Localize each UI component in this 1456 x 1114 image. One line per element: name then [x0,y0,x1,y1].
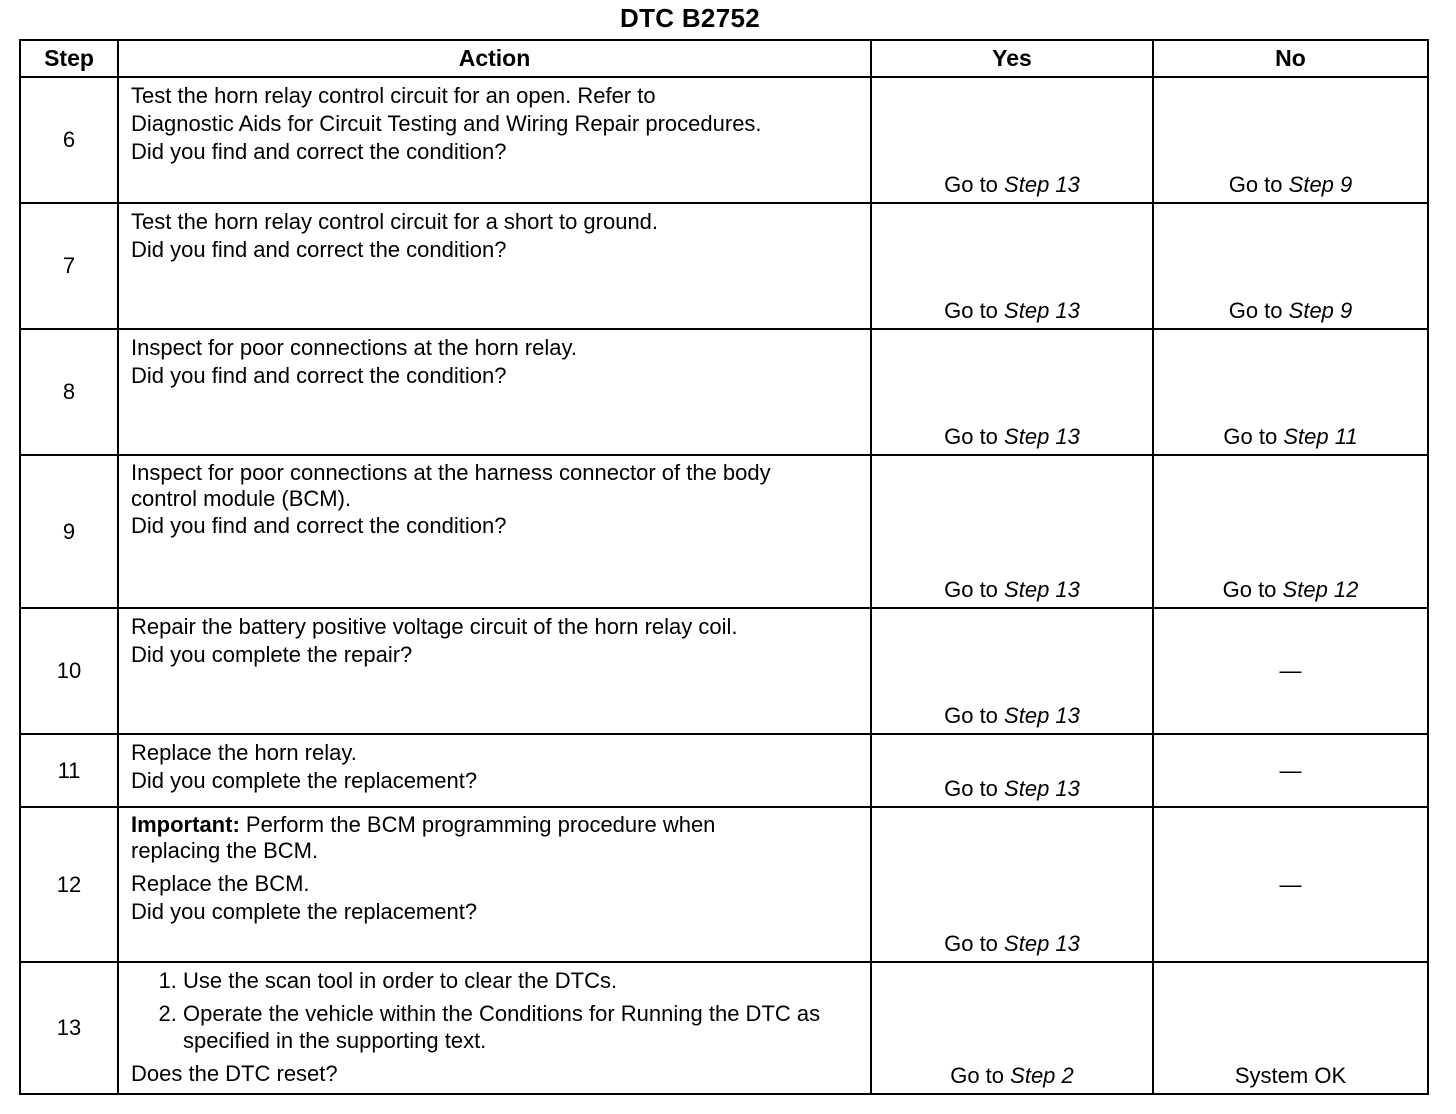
table-row [20,455,1428,608]
action-text: Replace the horn relay. [131,740,357,765]
yes-step-ref: Step 13 [1004,577,1080,602]
step-number: 8 [20,329,118,455]
header-step: Step [20,40,118,77]
action-cell [118,734,871,807]
yes-cell [871,962,1153,1094]
action-question: Did you complete the replacement? [131,899,478,924]
action-cell [118,608,871,734]
list-item: 1. Use the scan tool in order to clear the DTCs. [183,967,860,994]
yes-prefix: Go to [950,1063,1005,1088]
important-label: Important: [131,812,240,837]
no-cell [1153,203,1428,329]
action-cell [118,807,871,962]
yes-prefix: Go to [944,776,998,801]
yes-cell [871,203,1153,329]
no-prefix: Go to [1228,172,1283,197]
no-prefix: Go to [1228,298,1283,323]
yes-prefix: Go to [944,172,998,197]
no-step-ref: Step 9 [1288,172,1353,197]
header-no: No [1153,40,1428,77]
table-row [20,734,1428,807]
step-number: 11 [20,734,118,807]
action-question: Did you find and correct the condition? [131,363,507,388]
no-cell [1153,77,1428,203]
no-step-ref: Step 9 [1288,298,1353,323]
yes-prefix: Go to [944,703,998,728]
yes-step-ref: Step 13 [1004,424,1080,449]
yes-prefix: Go to [944,577,998,602]
yes-step-ref: Step 13 [1004,172,1080,197]
table-row [20,807,1428,962]
yes-step-ref: Step 13 [1004,703,1080,728]
yes-cell [871,329,1153,455]
no-cell: — [1153,807,1428,962]
important-text-line2: replacing the BCM. [131,838,319,863]
action-text: control module (BCM). [131,486,352,511]
yes-cell [871,807,1153,962]
step-number: 6 [20,77,118,203]
step-number: 13 [20,962,118,1094]
no-cell [1153,329,1428,455]
action-cell [118,962,871,1094]
action-text: Test the horn relay control circuit for an open. Refer to [131,83,656,108]
step-number: 7 [20,203,118,329]
table-row [20,203,1428,329]
action-text: Inspect for poor connections at the horn relay. [131,335,577,360]
table-header-row [20,40,1428,77]
yes-step-ref: Step 13 [1004,931,1080,956]
yes-cell [871,734,1153,807]
action-text: Inspect for poor connections at the harness connector of the body [131,460,771,485]
no-step-ref: Step 11 [1283,424,1358,449]
yes-step-ref: Step 13 [1004,776,1080,801]
no-cell: System OK [1153,962,1428,1094]
step-number: 9 [20,455,118,608]
action-text: Replace the BCM. [131,871,310,896]
action-cell [118,329,871,455]
yes-step-ref: Step 2 [1010,1063,1074,1088]
action-question: Did you find and correct the condition? [131,139,507,164]
yes-prefix: Go to [944,424,998,449]
yes-step-ref: Step 13 [1004,298,1080,323]
action-question: Did you find and correct the condition? [131,237,507,262]
yes-prefix: Go to [944,931,998,956]
no-cell: — [1153,734,1428,807]
no-prefix: Go to [1223,424,1278,449]
yes-cell [871,455,1153,608]
action-cell [118,77,871,203]
step-number: 12 [20,807,118,962]
action-cell [118,203,871,329]
no-step-ref: Step 12 [1282,577,1359,602]
table-row [20,77,1428,203]
list-item: 2. Operate the vehicle within the Conditions for Running the DTC as specified in the supporting text. [183,1000,860,1054]
important-note [131,812,860,838]
header-action: Action [118,40,871,77]
action-cell [118,455,871,608]
yes-cell [871,608,1153,734]
yes-cell [871,77,1153,203]
yes-prefix: Go to [944,298,998,323]
no-cell [1153,455,1428,608]
action-text: Test the horn relay control circuit for a short to ground. [131,209,659,234]
action-question: Did you complete the replacement? [131,768,478,793]
step-number: 10 [20,608,118,734]
table-row [20,962,1428,1094]
header-yes: Yes [871,40,1153,77]
important-text: Perform the BCM programming procedure when [245,812,716,837]
action-text: Repair the battery positive voltage circuit of the horn relay coil. [131,614,738,639]
dtc-table [19,39,1429,1095]
action-question: Did you complete the repair? [131,642,413,667]
table-row [20,608,1428,734]
instruction-list [131,967,860,1060]
table-row [20,329,1428,455]
action-text: Diagnostic Aids for Circuit Testing and Wiring Repair procedures. [131,111,762,136]
no-cell: — [1153,608,1428,734]
action-question: Does the DTC reset? [131,1061,338,1086]
document-title: DTC B2752 [620,3,760,33]
action-question: Did you find and correct the condition? [131,513,507,538]
no-prefix: Go to [1222,577,1277,602]
